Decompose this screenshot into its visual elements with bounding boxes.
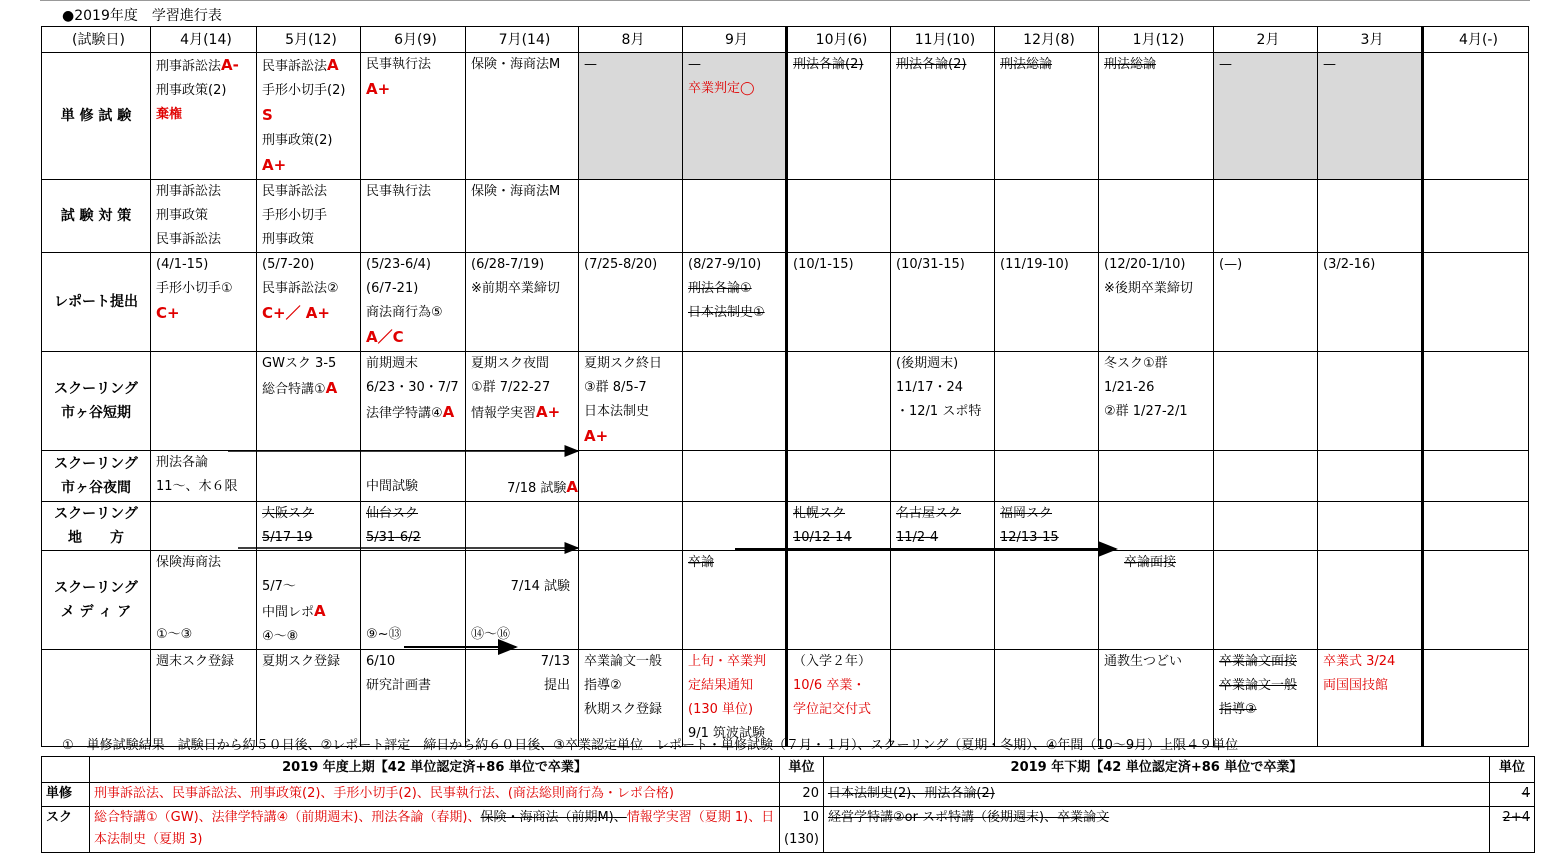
grade: A+ <box>536 403 561 421</box>
cell <box>579 451 683 502</box>
cell <box>787 451 891 502</box>
cell <box>891 451 995 502</box>
cell <box>787 650 891 747</box>
cell <box>361 53 466 180</box>
cell <box>257 352 361 451</box>
dash: — <box>584 57 597 72</box>
cell <box>1099 253 1214 352</box>
summary-row-label: 単修 <box>42 783 90 807</box>
grade: A <box>314 602 326 620</box>
cell <box>995 451 1099 502</box>
page-title: ●2019年度 学習進行表 <box>62 8 222 24</box>
cell <box>891 650 995 747</box>
subject: 刑事政策(2) <box>156 83 227 98</box>
cell <box>1423 650 1529 747</box>
period: (10/1-15) <box>793 257 854 272</box>
cell <box>1099 650 1214 747</box>
cell <box>466 502 579 551</box>
subject: 刑法各論(2) <box>793 57 864 72</box>
cell <box>361 551 466 650</box>
cell <box>257 551 361 650</box>
cell <box>1214 352 1318 451</box>
month-dec: 12月(8) <box>995 27 1099 53</box>
cell <box>683 502 787 551</box>
dash: — <box>688 57 701 72</box>
event: 定結果通知 <box>688 678 754 693</box>
cell <box>151 180 257 253</box>
cell <box>151 253 257 352</box>
event: （入学２年） <box>793 654 872 669</box>
subject: 刑法総論 <box>1104 57 1157 72</box>
grade: A- <box>221 56 239 74</box>
subject: 刑法各論① <box>688 281 752 296</box>
session: (後期週末) <box>896 356 959 371</box>
summary-first <box>90 807 780 853</box>
cell <box>1423 502 1529 551</box>
row-label <box>42 352 151 451</box>
summary-first-part: 総合特講①（GW)、法律学特講④（前期週末)、刑法各論（春期)、 <box>94 810 481 825</box>
exam: 中間試験 <box>366 479 419 494</box>
cell <box>151 352 257 451</box>
notes: ① 単修試験結果 試験日から約５０日後、②レポート評定 締日から約６０日後、③卒業認定単位 レポート・単修試験（７月・１月）、スクーリング（夏期・冬期）、④年間（10～9月）上限４９単位 <box>62 738 1239 753</box>
event: 夏期スク登録 <box>262 654 341 669</box>
cell <box>579 180 683 253</box>
period: (12/20-1/10) <box>1104 257 1186 272</box>
cell <box>1099 352 1214 451</box>
dash: — <box>1219 57 1232 72</box>
dash: — <box>1323 57 1336 72</box>
cell <box>683 451 787 502</box>
row-night <box>42 451 1529 502</box>
exam: 7/14 試験 <box>510 579 570 594</box>
row-label <box>42 502 151 551</box>
month-feb: 2月 <box>1214 27 1318 53</box>
subject: 保険・海商法M <box>471 184 561 199</box>
location: 仙台スク <box>366 506 419 521</box>
cell <box>466 53 579 180</box>
summary-first-units: 20 <box>780 783 824 807</box>
cell <box>466 180 579 253</box>
cell <box>683 253 787 352</box>
event: 指導③ <box>1219 702 1257 717</box>
row-label-line: メ デ ィ ア <box>60 604 132 620</box>
summary-row-tanshu <box>42 783 1535 807</box>
subject: 日本法制史① <box>688 305 765 320</box>
dates: ・12/1 スポ特 <box>896 404 982 419</box>
units: 10 <box>802 810 819 825</box>
status: 卒業判定◯ <box>688 81 755 96</box>
unit-header-2: 単位 <box>1489 757 1534 783</box>
event: 指導② <box>584 678 622 693</box>
month-oct: 10月(6) <box>787 27 891 53</box>
row-misc <box>42 650 1529 747</box>
range: ⑭～⑯ <box>471 627 511 642</box>
top-rule <box>40 0 1530 1</box>
summary-row-label: スク <box>42 807 90 853</box>
grade: A <box>566 478 578 496</box>
date: 7/13 <box>540 654 570 669</box>
cell <box>1318 551 1423 650</box>
dates: 5/31-6/2 <box>366 530 421 545</box>
period: (7/25-8/20) <box>584 257 658 272</box>
cell <box>466 352 579 451</box>
row-label <box>42 451 151 502</box>
cell <box>787 180 891 253</box>
event: 卒業式 3/24 <box>1323 654 1396 669</box>
summary-first-part: 情報学実習（夏期 1)、日本法制史（夏期 3) <box>94 810 775 847</box>
cell <box>1318 451 1423 502</box>
event: 卒業論文一般 <box>584 654 663 669</box>
cell <box>1214 650 1318 747</box>
event: 9/1 筑波試験 <box>688 726 766 741</box>
period: (11/19-10) <box>1000 257 1069 272</box>
cell <box>995 53 1099 180</box>
cell <box>151 502 257 551</box>
month-apr-next: 4月(-) <box>1423 27 1529 53</box>
dates: ③群 8/5-7 <box>584 380 647 395</box>
period: (4/1-15) <box>156 257 209 272</box>
cell <box>361 352 466 451</box>
cell <box>683 53 787 180</box>
cell <box>1099 502 1214 551</box>
cell <box>466 451 579 502</box>
grade: S <box>262 106 273 124</box>
event: 10/6 卒業・ <box>793 678 866 693</box>
cell <box>257 53 361 180</box>
period: (6/28-7/19) <box>471 257 545 272</box>
schedule: 11～、木６限 <box>156 479 238 494</box>
period: (3/2-16) <box>1323 257 1376 272</box>
dates: 10/12-14 <box>793 530 852 545</box>
grade: A <box>325 379 338 397</box>
summary-second-units: 4 <box>1489 783 1534 807</box>
cell <box>361 253 466 352</box>
location: 福岡スク <box>1000 506 1053 521</box>
cell <box>683 551 787 650</box>
subject: 刑法総論 <box>1000 57 1053 72</box>
period: (5/7-20) <box>262 257 315 272</box>
row-label: 試 験 対 策 <box>42 180 151 253</box>
cell <box>1099 451 1214 502</box>
row-label-line: スクーリング <box>54 580 138 596</box>
cell <box>1423 551 1529 650</box>
subject: 民事執行法 <box>366 57 432 72</box>
range: ①～③ <box>156 627 193 642</box>
row-taisaku <box>42 180 1529 253</box>
cell <box>995 180 1099 253</box>
cell <box>1318 650 1423 747</box>
period: (8/27-9/10) <box>688 257 762 272</box>
subject: 刑法各論 <box>156 455 209 470</box>
subject: 刑事訴訟法 <box>156 59 222 74</box>
subject: 民事訴訟法 <box>156 232 222 247</box>
grade: A+ <box>366 80 391 98</box>
cell <box>579 352 683 451</box>
event: (130 単位) <box>688 702 754 717</box>
subject: 総合特講① <box>262 382 326 397</box>
row-label-line: スクーリング <box>54 506 138 522</box>
cell <box>1318 180 1423 253</box>
cell <box>151 451 257 502</box>
cell <box>361 502 466 551</box>
cell <box>151 650 257 747</box>
cell <box>1318 253 1423 352</box>
row-label-line: スクーリング <box>54 456 138 472</box>
subject: 刑事政策 <box>262 232 315 247</box>
cell <box>891 53 995 180</box>
location: 名古屋スク <box>896 506 962 521</box>
cell <box>466 650 579 747</box>
header-row <box>42 27 1529 53</box>
row-label: 単 修 試 験 <box>42 53 151 180</box>
month-jan: 1月(12) <box>1099 27 1214 53</box>
row-label <box>42 551 151 650</box>
note: ※前期卒業締切 <box>471 281 560 296</box>
cell <box>1099 551 1214 650</box>
session: 夏期スク終日 <box>584 356 663 371</box>
cell <box>995 253 1099 352</box>
event: 週末スク登録 <box>156 654 235 669</box>
row-report <box>42 253 1529 352</box>
subject: 保険・海商法M <box>471 57 561 72</box>
row-short <box>42 352 1529 451</box>
cell <box>257 253 361 352</box>
cell <box>1423 451 1529 502</box>
session: GWスク 3-5 <box>262 356 337 371</box>
summary-table <box>41 756 1535 853</box>
location: 大阪スク <box>262 506 315 521</box>
cell <box>1214 53 1318 180</box>
subject: 日本法制史 <box>584 404 650 419</box>
grade: A／C <box>366 328 404 346</box>
event: 卒業論文一般 <box>1219 678 1298 693</box>
cell <box>1423 180 1529 253</box>
summary-first-units <box>780 807 824 853</box>
event: 学位記交付式 <box>793 702 872 717</box>
cell <box>361 650 466 747</box>
summary-row-school <box>42 807 1535 853</box>
cell <box>1214 502 1318 551</box>
month-sep: 9月 <box>683 27 787 53</box>
cell <box>683 650 787 747</box>
range: ④～⑧ <box>262 629 299 644</box>
subject: 民事訴訟法② <box>262 281 339 296</box>
cell <box>579 53 683 180</box>
exam: 7/18 試験 <box>507 481 567 496</box>
row-label: レポート提出 <box>42 253 151 352</box>
cell <box>1318 53 1423 180</box>
session: 前期週末 <box>366 356 419 371</box>
summary-second: 日本法制史(2)、刑法各論(2) <box>823 783 1489 807</box>
month-mar: 3月 <box>1318 27 1423 53</box>
cell <box>1318 502 1423 551</box>
dates: 1/21-26 <box>1104 380 1155 395</box>
cell <box>466 551 579 650</box>
cell <box>1099 53 1214 180</box>
event: 卒業論文面接 <box>1219 654 1298 669</box>
cell <box>361 180 466 253</box>
note: ※後期卒業締切 <box>1104 281 1193 296</box>
cell <box>466 253 579 352</box>
subject: 手形小切手 <box>262 208 328 223</box>
thesis-interview: 卒論面接 <box>1124 555 1177 570</box>
event: 秋期スク登録 <box>584 702 663 717</box>
cell <box>1423 53 1529 180</box>
event: 研究計画書 <box>366 678 432 693</box>
cell <box>579 650 683 747</box>
subject: 保険海商法 <box>156 555 222 570</box>
period: (10/31-15) <box>896 257 965 272</box>
month-jul: 7月(14) <box>466 27 579 53</box>
row-label-line: 市ヶ谷夜間 <box>61 480 131 496</box>
event: 通教生つどい <box>1104 654 1183 669</box>
row-local <box>42 502 1529 551</box>
header-label: (試験日) <box>42 27 151 53</box>
row-tanshu <box>42 53 1529 180</box>
location: 札幌スク <box>793 506 846 521</box>
session: 夏期スク夜間 <box>471 356 550 371</box>
cell <box>995 352 1099 451</box>
dates: 11/2-4 <box>896 530 939 545</box>
cell <box>579 253 683 352</box>
cell <box>995 650 1099 747</box>
grade: C+ <box>156 304 180 322</box>
summary-header <box>42 757 1535 783</box>
cell <box>891 180 995 253</box>
period: (5/23-6/4) <box>366 257 431 272</box>
row-label-line: スクーリング <box>54 381 138 397</box>
cell <box>1214 451 1318 502</box>
cell <box>151 53 257 180</box>
subject: 刑事訴訟法 <box>156 184 222 199</box>
date: 6/10 <box>366 654 396 669</box>
cell <box>361 451 466 502</box>
dates: 5/7～ <box>262 579 296 594</box>
subject: 情報学実習 <box>471 406 537 421</box>
second-half-header: 2019 年下期【42 単位認定済+86 単位で卒業】 <box>823 757 1489 783</box>
row-label <box>42 650 151 747</box>
subject: 刑事政策 <box>156 208 209 223</box>
cell <box>1318 352 1423 451</box>
subject: 民事執行法 <box>366 184 432 199</box>
cell <box>257 650 361 747</box>
cell <box>891 253 995 352</box>
summary-corner <box>42 757 90 783</box>
subject: 手形小切手(2) <box>262 83 346 98</box>
dates: ②群 1/27-2/1 <box>1104 404 1188 419</box>
range: ⑨~⑬ <box>366 627 402 642</box>
cell <box>257 502 361 551</box>
units-total: (130) <box>784 832 819 847</box>
month-apr: 4月(14) <box>151 27 257 53</box>
subject: 法律学特講④ <box>366 406 443 421</box>
grade: A+ <box>262 156 287 174</box>
event: 提出 <box>543 678 570 693</box>
summary-first-struck: 保険・海商法（前期M)、 <box>480 810 627 825</box>
grade: A <box>442 403 455 421</box>
summary-second: 経営学特講②or スポ特講（後期週末)、卒業論文 <box>823 807 1489 853</box>
cell <box>891 352 995 451</box>
cell <box>683 352 787 451</box>
dates: 5/17-19 <box>262 530 313 545</box>
cell <box>257 451 361 502</box>
period: (6/7-21) <box>366 281 419 296</box>
cell <box>1099 180 1214 253</box>
subject: 商法商行為⑤ <box>366 305 443 320</box>
status: 棄権 <box>156 107 183 122</box>
summary-first: 刑事訴訟法、民事訴訟法、刑事政策(2)、手形小切手(2)、民事執行法、(商法総則商行為・レポ合格) <box>90 783 780 807</box>
month-jun: 6月(9) <box>361 27 466 53</box>
cell <box>1214 551 1318 650</box>
cell <box>995 551 1099 650</box>
event: 両国国技館 <box>1323 678 1389 693</box>
cell <box>1214 253 1318 352</box>
cell <box>891 502 995 551</box>
grade: A+ <box>584 427 609 445</box>
midterm: 中間レポ <box>262 605 315 620</box>
cell <box>787 551 891 650</box>
cell <box>683 180 787 253</box>
grade: C+／ A+ <box>262 304 330 322</box>
cell <box>995 502 1099 551</box>
session: 冬スク①群 <box>1104 356 1168 371</box>
row-media <box>42 551 1529 650</box>
cell <box>257 180 361 253</box>
subject: 手形小切手① <box>156 281 233 296</box>
cell <box>579 551 683 650</box>
cell <box>787 53 891 180</box>
cell <box>891 551 995 650</box>
cell <box>579 502 683 551</box>
dates: 11/17・24 <box>896 380 964 395</box>
dates: 12/13-15 <box>1000 530 1059 545</box>
subject: 民事訴訟法 <box>262 184 328 199</box>
month-aug: 8月 <box>579 27 683 53</box>
period: (—) <box>1219 257 1243 272</box>
cell <box>1423 352 1529 451</box>
subject: 刑事政策(2) <box>262 133 333 148</box>
grade: A <box>327 56 339 74</box>
cell <box>787 253 891 352</box>
cell <box>1423 253 1529 352</box>
unit-header: 単位 <box>780 757 824 783</box>
month-may: 5月(12) <box>257 27 361 53</box>
cell <box>787 352 891 451</box>
cell <box>787 502 891 551</box>
cell <box>151 551 257 650</box>
schedule-table <box>41 26 1529 747</box>
first-half-header: 2019 年度上期【42 単位認定済+86 単位で卒業】 <box>90 757 780 783</box>
row-label-line: 地 方 <box>68 530 124 546</box>
event: 上旬・卒業判 <box>688 654 767 669</box>
summary-second-units: 2+4 <box>1489 807 1534 853</box>
thesis: 卒論 <box>688 555 715 570</box>
subject: 刑法各論(2) <box>896 57 967 72</box>
month-nov: 11月(10) <box>891 27 995 53</box>
row-label-line: 市ヶ谷短期 <box>61 405 131 421</box>
dates: ①群 7/22-27 <box>471 380 551 395</box>
subject: 民事訴訟法 <box>262 59 328 74</box>
dates: 6/23・30・7/7 <box>366 380 459 395</box>
cell <box>1214 180 1318 253</box>
